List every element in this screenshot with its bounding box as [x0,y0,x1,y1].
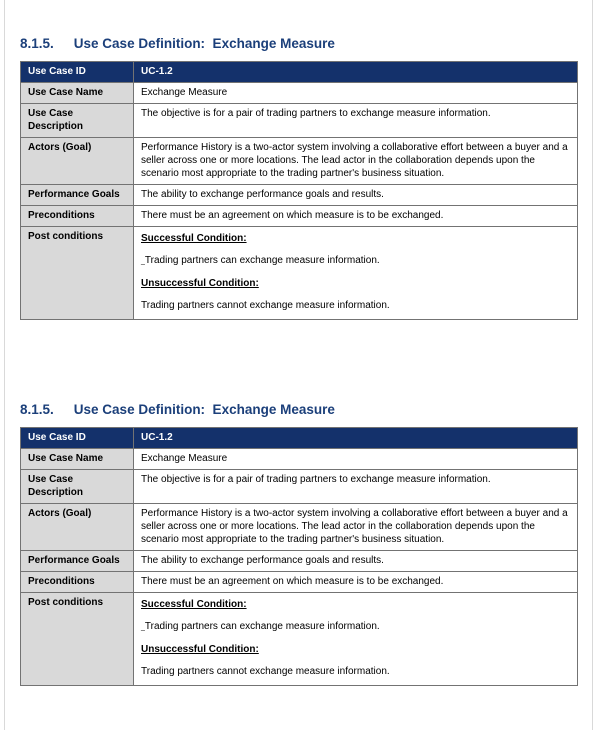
row-label: Use Case Description [21,104,134,138]
successful-condition-text [141,254,570,268]
row-label: Performance Goals [21,551,134,572]
row-value: The ability to exchange performance goals and results. [134,185,578,206]
section-heading [20,36,578,52]
unsuccessful-condition-heading: Unsuccessful Condition: [141,644,259,655]
section-title: Use Case Definition: Exchange Measure [73,36,335,51]
table-row [21,572,578,593]
table-header-row [21,62,578,83]
successful-condition-text-body: Trading partners can exchange measure information. [144,255,380,266]
text-marker: _ [141,258,145,265]
table-row [21,185,578,206]
row-label: Use Case Description [21,470,134,504]
table-row [21,551,578,572]
text-marker: _ [141,624,145,631]
row-label: Post conditions [21,593,134,686]
row-label: Performance Goals [21,185,134,206]
section-number: 8.1.5. [20,36,54,51]
page-right-edge [592,0,593,730]
row-label: Preconditions [21,206,134,227]
post-conditions-cell [134,593,578,686]
section-number: 8.1.5. [20,402,54,417]
row-value: The objective is for a pair of trading partners to exchange measure information. [134,104,578,138]
header-label-cell: Use Case ID [21,62,134,83]
table-header-row [21,428,578,449]
table-row [21,83,578,104]
table-row-post-conditions [21,593,578,686]
header-label-cell: Use Case ID [21,428,134,449]
row-value: Performance History is a two-actor system involving a collaborative effort between a buyer and a seller across one or more locations. The lead actor in the collaboration depends upon the scenario most appropriate to the trading partner's business situation. [134,504,578,551]
row-value: Exchange Measure [134,449,578,470]
row-label: Actors (Goal) [21,504,134,551]
table-row [21,206,578,227]
header-value-cell: UC-1.2 [134,62,578,83]
table-row [21,449,578,470]
header-value-cell: UC-1.2 [134,428,578,449]
row-value: There must be an agreement on which measure is to be exchanged. [134,206,578,227]
row-value: Performance History is a two-actor system involving a collaborative effort between a buyer and a seller across one or more locations. The lead actor in the collaboration depends upon the scenario most appropriate to the trading partner's business situation. [134,138,578,185]
row-value: There must be an agreement on which measure is to be exchanged. [134,572,578,593]
row-label: Post conditions [21,227,134,320]
unsuccessful-condition-heading: Unsuccessful Condition: [141,278,259,289]
successful-condition-heading: Successful Condition: [141,599,247,610]
unsuccessful-condition-text: Trading partners cannot exchange measure information. [141,666,390,677]
use-case-table [20,61,578,320]
table-row [21,470,578,504]
row-label: Actors (Goal) [21,138,134,185]
row-label: Use Case Name [21,83,134,104]
table-row-post-conditions [21,227,578,320]
use-case-section-1 [20,36,578,320]
section-heading [20,402,578,418]
use-case-table [20,427,578,686]
page-left-edge [4,0,5,730]
row-label: Use Case Name [21,449,134,470]
use-case-section-2 [20,402,578,686]
successful-condition-text [141,620,570,634]
row-value: Exchange Measure [134,83,578,104]
row-label: Preconditions [21,572,134,593]
section-title: Use Case Definition: Exchange Measure [73,402,335,417]
table-row [21,504,578,551]
row-value: The ability to exchange performance goals and results. [134,551,578,572]
row-value: The objective is for a pair of trading partners to exchange measure information. [134,470,578,504]
table-row [21,138,578,185]
post-conditions-cell [134,227,578,320]
successful-condition-heading: Successful Condition: [141,233,247,244]
successful-condition-text-body: Trading partners can exchange measure information. [144,621,380,632]
table-row [21,104,578,138]
unsuccessful-condition-text: Trading partners cannot exchange measure information. [141,300,390,311]
